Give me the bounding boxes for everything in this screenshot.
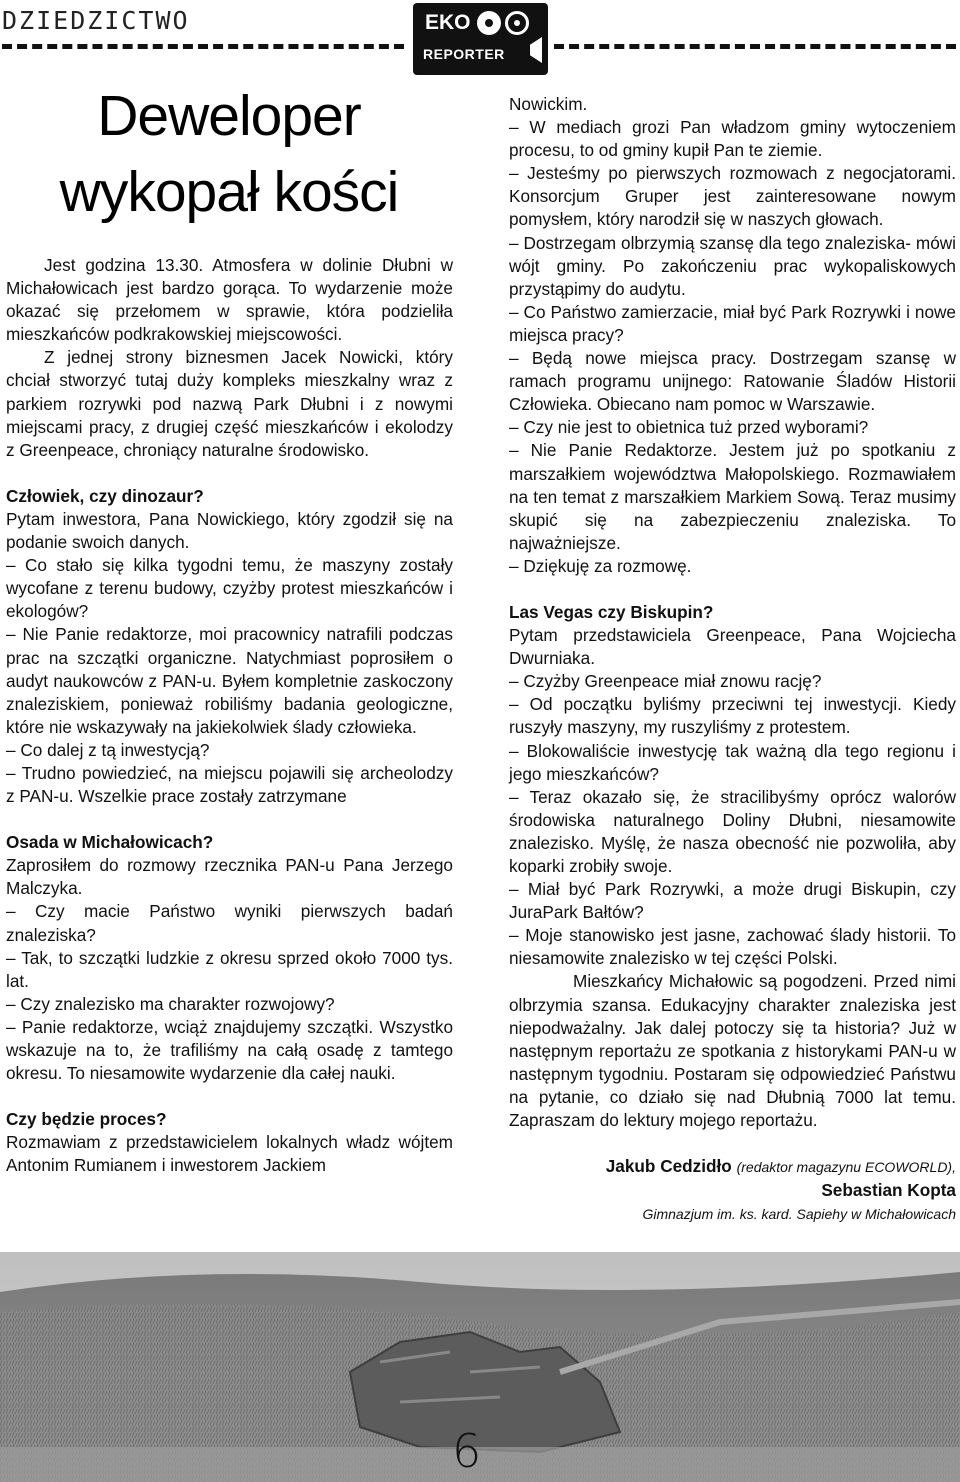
page-header	[0, 0, 960, 78]
page-number: 6	[452, 1424, 482, 1478]
headline-line-1: Deweloper	[97, 84, 361, 148]
article-paragraph: – Czy macie Państwo wyniki pierwszych badań znaleziska?	[6, 901, 453, 945]
header-divider-right	[554, 44, 956, 49]
article-paragraph: – Czyżby Greenpeace miał znowu rację?	[509, 671, 822, 692]
article-paragraph: Z jednej strony biznesmen Jacek Nowicki, który chciał stworzyć tutaj duży kompleks mieszkalny wraz z parkiem rozrywki pod nazwą Park Dłubni i z nowymi miejscami pracy, z drugiej część mieszkańców i ekolodzy z Greenpeace, chroniący naturalne środowisko.	[6, 347, 453, 460]
article-paragraph: – Dostrzegam olbrzymią szansę dla tego znaleziska- mówi wójt gminy. Po zakończeniu prac wykopaliskowych przystąpimy do audytu.	[509, 232, 956, 299]
article-column-right	[509, 93, 956, 1132]
author-2-school: Gimnazjum im. ks. kard. Sapiehy w Michałowicach	[642, 1206, 956, 1223]
article-paragraph: – Jesteśmy po pierwszych rozmowach z negocjatorami. Konsorcjum Gruper jest zainteresowane nowym pomysłem, który narodził się w naszych głowach.	[509, 163, 956, 230]
article-paragraph: – Będą nowe miejsca pracy. Dostrzegam szansę w ramach programu unijnego: Ratowanie Śladów Historii Człowieka. Obiecano nam pomoc w Warszawie.	[509, 348, 956, 415]
section-subheading: Czy będzie proces?	[6, 1109, 167, 1130]
author-1-name: Jakub Cedzidło	[605, 1156, 732, 1176]
author-2	[509, 1179, 956, 1202]
article-paragraph: – Dziękuję za rozmowę.	[509, 555, 692, 576]
author-2-school-line	[509, 1202, 956, 1226]
article-paragraph: Pytam przedstawiciela Greenpeace, Pana Wojciecha Dwurniaka.	[509, 625, 956, 669]
article-paragraph: – W mediach grozi Pan władzom gminy wytoczeniem procesu, to od gminy kupił Pan te ziemie.	[509, 117, 956, 161]
article-paragraph: Mieszkańcy Michałowic są pogodzeni. Przed nimi olbrzymia szansa. Edukacyjny charakter znaleziska jest niepodważalny. Jak dalej potoczy się ta historia? Już w następnym reportażu ze spotkania z historykami PAN-u w następnym tygodniu. Postaram się odpowiedzieć Państwu na pytanie, co działo się nad Dłubnią 7000 lat temu. Zapraszam do lektury mojego reportażu.	[509, 971, 956, 1131]
eko-reporter-logo	[413, 3, 548, 75]
article-paragraph: – Blokowaliście inwestycję tak ważną dla tego regionu i jego mieszkańców?	[509, 740, 956, 784]
camera-icon	[530, 37, 542, 63]
author-1-role: (redaktor magazynu ECOWORLD),	[736, 1159, 956, 1175]
article-paragraph: – Czy nie jest to obietnica tuż przed wyborami?	[509, 417, 869, 438]
headline-line-2: wykopał kości	[59, 160, 399, 224]
section-subheading: Osada w Michałowicach?	[6, 832, 214, 853]
flower-icon	[477, 11, 501, 35]
article-paragraph: – Trudno powiedzieć, na miejscu pojawili się archeolodzy z PAN-u. Wszelkie prace zostały zatrzymane	[6, 762, 453, 807]
article-paragraph: Pytam inwestora, Pana Nowickiego, który zgodził się na podanie swoich danych.	[6, 508, 453, 553]
article-paragraph: Zaprosiłem do rozmowy rzecznika PAN-u Pana Jerzego Malczyka.	[6, 855, 453, 899]
article-paragraph: – Miał być Park Rozrywki, a może drugi Biskupin, czy JuraPark Bałtów?	[509, 879, 956, 923]
film-reel-icon	[505, 11, 529, 35]
article-paragraph: – Co stało się kilka tygodni temu, że maszyny zostały wycofane z terenu budowy, czyżby protest mieszkańców i ekologów?	[6, 555, 453, 622]
author-1	[509, 1155, 956, 1179]
article-paragraph: Jest godzina 13.30. Atmosfera w dolinie Dłubni w Michałowicach jest bardzo gorąca. To wydarzenie może okazać się przełomem w sprawie, która podzieliła mieszkańców podkrakowskiej miejscowości.	[6, 255, 453, 345]
section-subheading: Człowiek, czy dinozaur?	[6, 485, 204, 506]
article-paragraph: – Moje stanowisko jest jasne, zachować ślady historii. To niesamowite znalezisko w tej części Polski.	[509, 925, 956, 969]
logo-text-bottom: REPORTER	[423, 46, 505, 62]
article-paragraph: – Teraz okazało się, że stracilibyśmy oprócz walorów środowiska naturalnego Doliny Dłubni, niesamowite znalezisko. Myślę, że nasza obecność nie pozwoliła, aby koparki zrobiły swoje.	[509, 786, 956, 876]
article-paragraph: Rozmawiam z przedstawicielem lokalnych władz wójtem Antonim Rumianem i inwestorem Jackiem	[6, 1132, 453, 1176]
article-paragraph: Nowickim.	[509, 94, 588, 114]
author-signature	[509, 1155, 956, 1226]
article-paragraph: – Czy znalezisko ma charakter rozwojowy?	[6, 993, 335, 1014]
article-column-left	[6, 254, 453, 1177]
article-paragraph: – Nie Panie redaktorze, moi pracownicy natrafili podczas prac na szczątki organiczne. Natychmiast poprosiłem o audyt naukowców z PAN-u. Byłem kompletnie zaskoczony znaleziskiem, ponieważ robiliśmy badania geologiczne, które nie wskazywały na jakiekolwiek ślady człowieka.	[6, 624, 453, 737]
logo-text-top: EKO	[425, 11, 471, 34]
article-paragraph: – Od początku byliśmy przeciwni tej inwestycji. Kiedy ruszyły maszyny, my ruszyliśmy z protestem.	[509, 694, 956, 738]
article-headline	[6, 78, 452, 230]
header-divider-left	[2, 44, 404, 49]
section-title: DZIEDZICTWO	[2, 6, 190, 35]
article-paragraph: – Co Państwo zamierzacie, miał być Park Rozrywki i nowe miejsca pracy?	[509, 301, 956, 345]
article-paragraph: – Panie redaktorze, wciąż znajdujemy szczątki. Wszystko wskazuje na to, że trafiliśmy na całą osadę z tamtego okresu. To niesamowite wydarzenie dla całej nauki.	[6, 1016, 453, 1084]
article-paragraph: – Tak, to szczątki ludzkie z okresu sprzed około 7000 tys. lat.	[6, 947, 453, 991]
article-paragraph: – Nie Panie Redaktorze. Jestem już po spotkaniu z marszałkiem województwa Małopolskiego. Rozmawiałem na ten temat z marszałkiem Markiem Sową. Teraz musimy skupić się na zabezpieczeniu znaleziska. To najważniejsze.	[509, 440, 956, 553]
author-2-name: Sebastian Kopta	[821, 1180, 956, 1201]
article-paragraph: – Co dalej z tą inwestycją?	[6, 739, 210, 760]
section-subheading: Las Vegas czy Biskupin?	[509, 601, 714, 622]
